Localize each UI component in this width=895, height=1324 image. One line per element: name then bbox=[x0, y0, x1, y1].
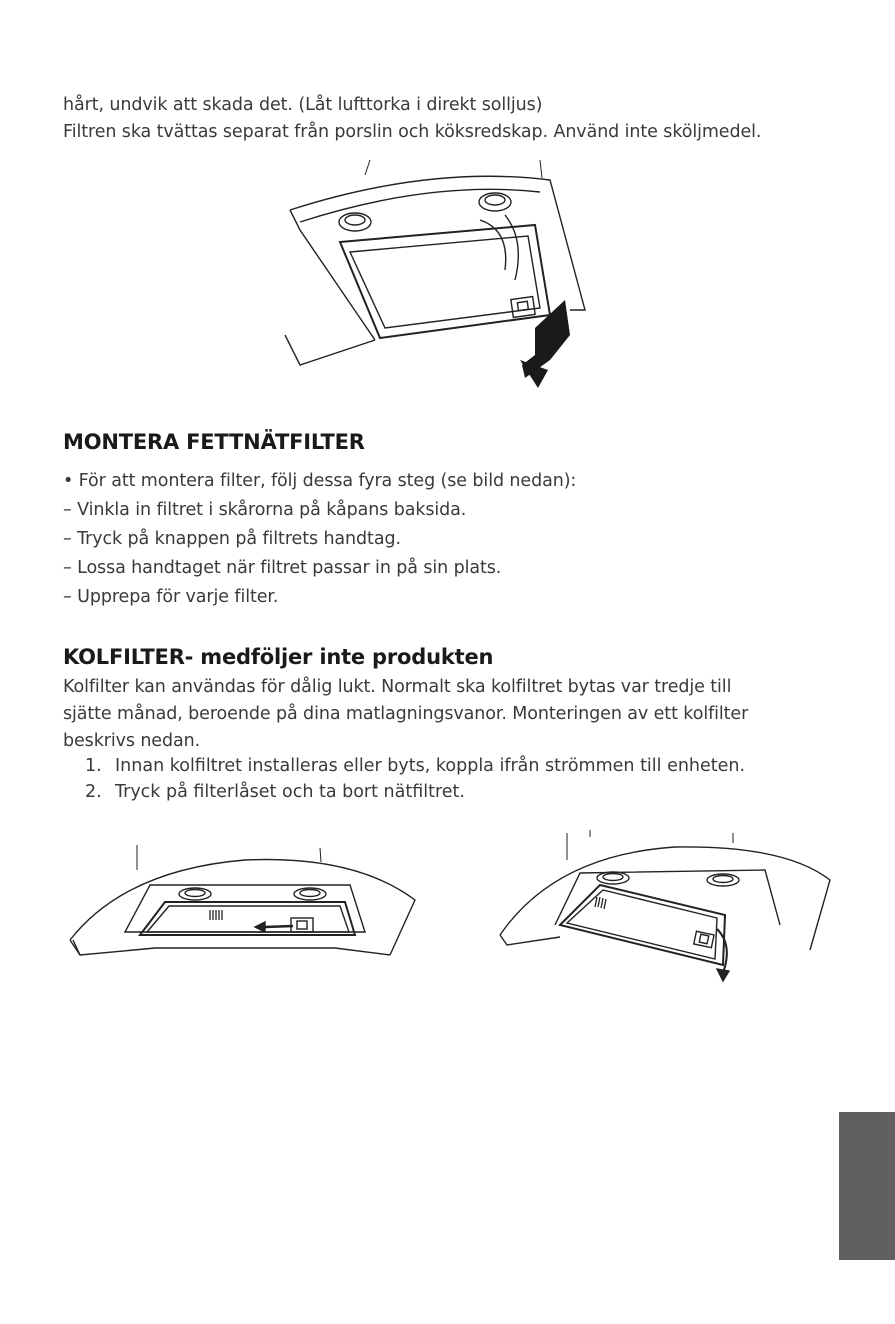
mount-bullet: • För att montera filter, följ dessa fyra steg (se bild nedan): bbox=[63, 471, 577, 491]
mount-step: – Tryck på knappen på filtrets handtag. bbox=[63, 529, 401, 549]
mount-step: – Lossa handtaget när filtret passar in på sin plats. bbox=[63, 558, 502, 578]
list-text: Innan kolfiltret installeras eller byts, koppla ifrån strömmen till enheten. bbox=[115, 756, 746, 776]
mount-step: – Upprepa för varje filter. bbox=[63, 587, 279, 607]
carbon-list-item bbox=[85, 779, 465, 806]
carbon-list-item bbox=[85, 753, 746, 780]
list-text: Tryck på filterlåset och ta bort nätfiltret. bbox=[115, 782, 465, 802]
intro-line-1: hårt, undvik att skada det. (Låt lufttorka i direkt solljus) bbox=[63, 95, 543, 115]
intro-line-2: Filtren ska tvättas separat från porslin och köksredskap. Använd inte sköljmedel. bbox=[63, 122, 762, 142]
carbon-heading: KOLFILTER- medföljer inte produkten bbox=[63, 645, 494, 669]
list-number: 2. bbox=[85, 782, 102, 802]
mount-heading: MONTERA FETTNÄTFILTER bbox=[63, 430, 365, 454]
list-number: 1. bbox=[85, 756, 102, 776]
carbon-para-line: beskrivs nedan. bbox=[63, 731, 201, 751]
chapter-tab bbox=[839, 1112, 895, 1260]
carbon-para-line: sjätte månad, beroende på dina matlagningsvanor. Monteringen av ett kolfilter bbox=[63, 704, 749, 724]
carbon-para-line: Kolfilter kan användas för dålig lukt. Normalt ska kolfiltret bytas var tredje till bbox=[63, 677, 732, 697]
hood-filter-open-illustration bbox=[280, 160, 610, 400]
hood-filter-remove-illustration bbox=[495, 825, 840, 990]
hood-filter-slide-illustration bbox=[65, 840, 425, 970]
mount-step: – Vinkla in filtret i skårorna på kåpans baksida. bbox=[63, 500, 467, 520]
